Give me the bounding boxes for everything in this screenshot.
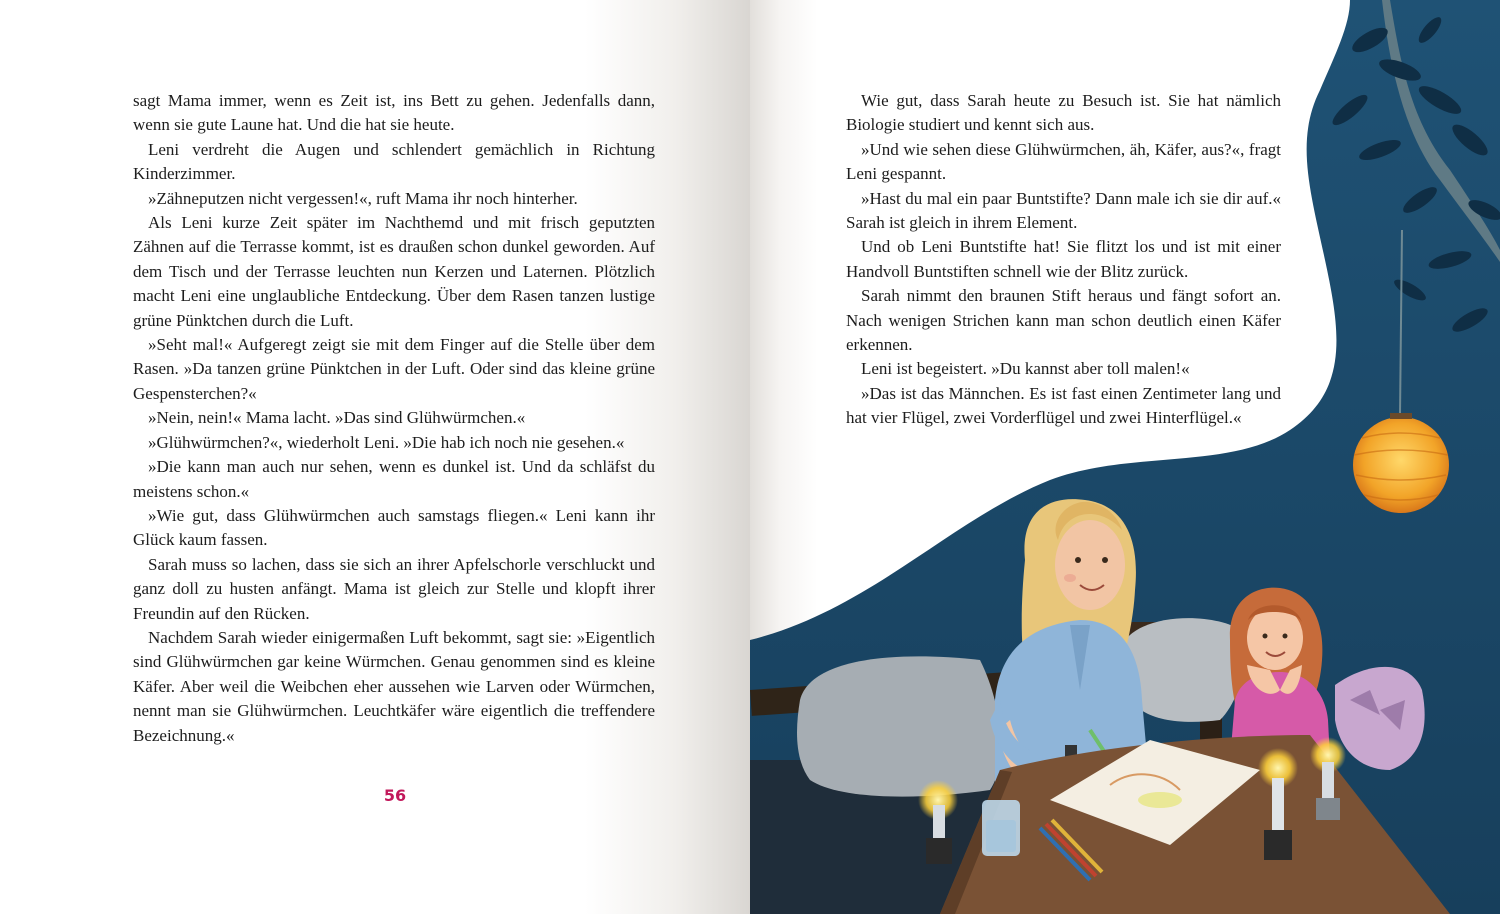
paragraph: Sarah muss so lachen, dass sie sich an ihrer Apfelschorle verschluckt und ganz doll zu husten anfängt. Mama ist gleich zur Stelle und klopft ihrer Freundin auf den Rücken. [133, 554, 655, 623]
paragraph: Als Leni kurze Zeit später im Nachthemd und mit frisch geputzten Zähnen auf die Terrasse kommt, ist es draußen schon dunkel geworden. Auf dem Tisch und der Terrasse leuchten nun Kerzen und Laternen. Plötzlich macht Leni eine unglaubliche Entdeckung. Über dem Rasen tanzen lustige grüne Pünktchen durch die Luft. [133, 213, 655, 330]
paragraph: Und ob Leni Buntstifte hat! Sie flitzt los und ist mit einer Handvoll Buntstiften schnell wie der Blitz zurück. [846, 237, 1281, 281]
paragraph: »Seht mal!« Aufgeregt zeigt sie mit dem Finger auf die Stelle über dem Rasen. »Da tanzen grüne Pünktchen in der Luft. Oder sind das kleine grüne Gespensterchen?« [133, 335, 655, 403]
paragraph: »Das ist das Männchen. Es ist fast einen Zentimeter lang und hat vier Flügel, zwei Vorderflügel und zwei Hinterflügel.« [846, 383, 1281, 428]
paragraph: Sarah nimmt den braunen Stift heraus und fängt sofort an. Nach wenigen Strichen kann man schon deutlich einen Käfer erkennen. [846, 286, 1281, 355]
paragraph: »Wie gut, dass Glühwürmchen auch samstags fliegen.« Leni kann ihr Glück kaum fassen. [133, 505, 655, 550]
paragraph: »Hast du mal ein paar Buntstifte? Dann male ich sie dir auf.« Sarah ist gleich in ihrem Element. [846, 188, 1281, 233]
paragraph: »Zähneputzen nicht vergessen!«, ruft Mama ihr noch hinterher. [148, 188, 578, 208]
page-number: 56 [383, 786, 407, 805]
paragraph: »Die kann man auch nur sehen, wenn es dunkel ist. Und da schläfst du meistens schon.« [133, 457, 655, 501]
right-page [750, 0, 1500, 914]
paragraph: Nachdem Sarah wieder einigermaßen Luft bekommt, sagt sie: »Eigentlich sind Glühwürmchen gar keine Würmchen. Genau genommen sind es kleine Käfer. Aber weil die Weibchen eher aussehen wie Larven oder Würmchen, nennt man sie Glühwürmchen. Leuchtkäfer wäre eigentlich die treffendere Bezeichnung.« [133, 627, 655, 745]
paragraph: Leni ist begeistert. »Du kannst aber toll malen!« [861, 359, 1190, 379]
paragraph: Leni verdreht die Augen und schlendert gemächlich in Richtung Kinderzimmer. [133, 139, 655, 184]
right-page-text [846, 89, 1281, 431]
paragraph: »Nein, nein!« Mama lacht. »Das sind Glühwürmchen.« [148, 408, 526, 428]
paragraph: »Glühwürmchen?«, wiederholt Leni. »Die hab ich noch nie gesehen.« [148, 432, 625, 452]
paragraph: Wie gut, dass Sarah heute zu Besuch ist. Sie hat nämlich Biologie studiert und kennt sich aus. [846, 91, 1281, 135]
left-page-text [133, 89, 655, 748]
paragraph: »Und wie sehen diese Glühwürmchen, äh, Käfer, aus?«, fragt Leni gespannt. [846, 139, 1281, 184]
paragraph: sagt Mama immer, wenn es Zeit ist, ins Bett zu gehen. Jedenfalls dann, wenn sie gute Laune hat. Und die hat sie heute. [133, 91, 655, 135]
